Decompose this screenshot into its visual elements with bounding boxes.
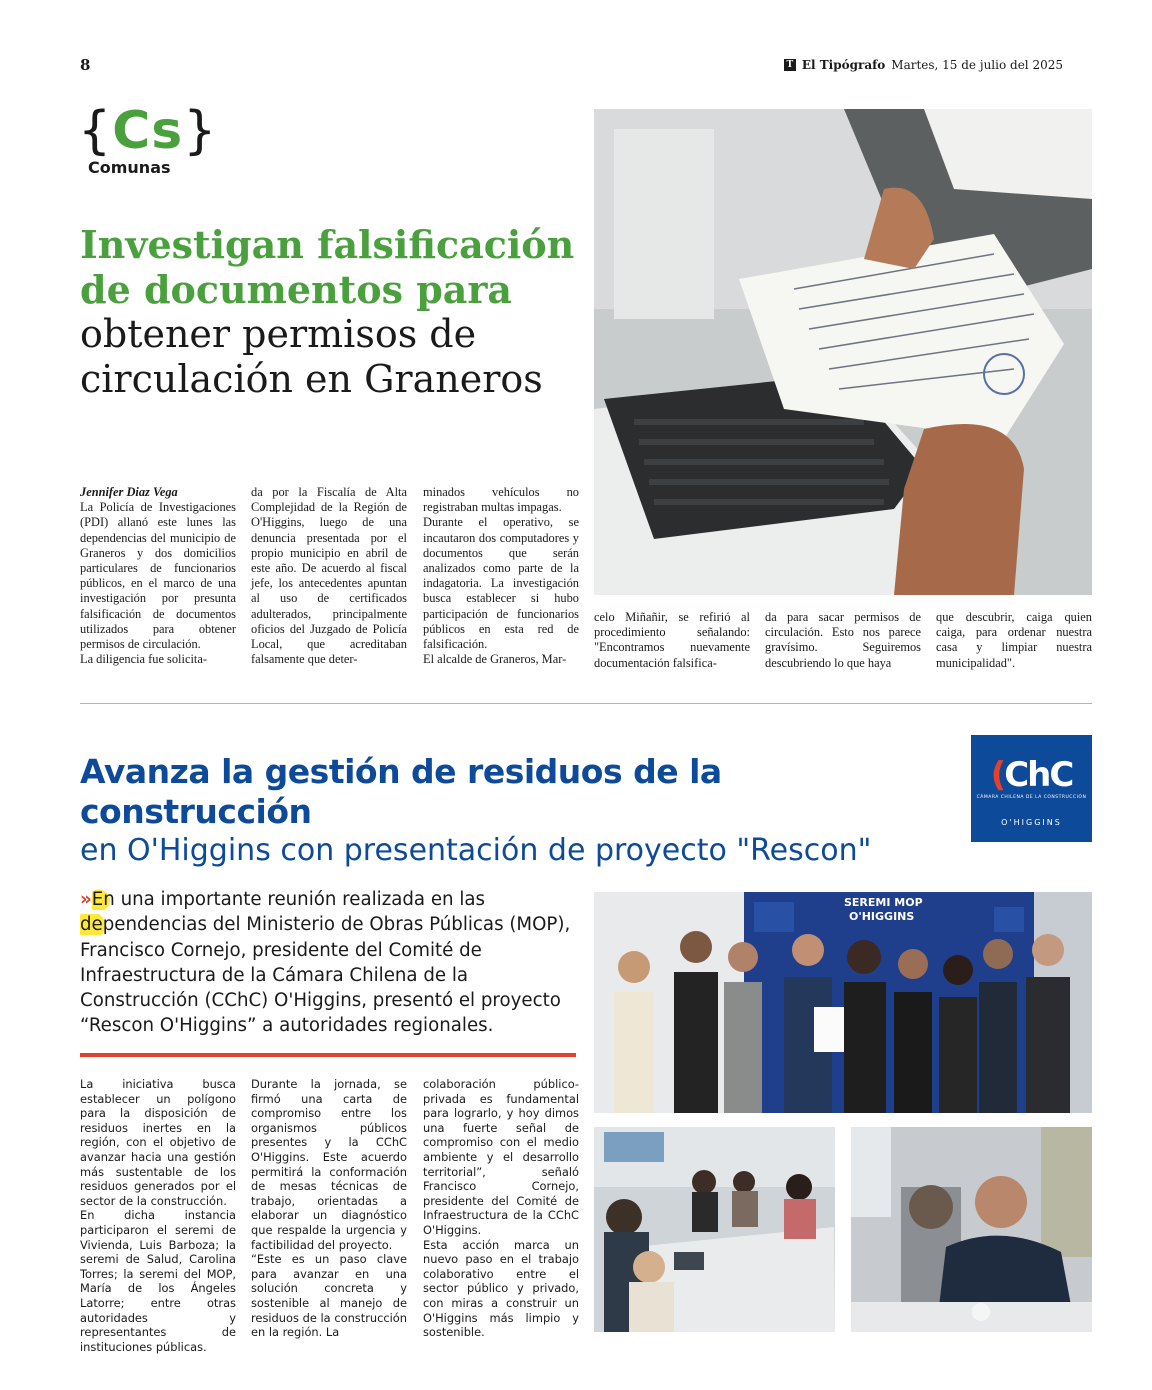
article2-column-3: colaboración público-privada es fundamental para lograrlo, y hoy dimos una fuerte señal de compromiso con el medio ambiente y el desarrollo territorial”, señaló Francisco Cornejo, presidente del Comité de Infraestructura de la CChC O'Higgins. Esta acción marca un nuevo paso en el trabajo colaborativo entre el sector público y privado, con miras a construir un O'Higgins más limpio y sostenible. [423, 1077, 579, 1340]
article2-meeting-photo-2 [851, 1127, 1092, 1332]
article1-column-5: da para sacar permisos de circulación. Esto nos parece gravísimo. Seguiremos descubriendo lo que haya [765, 610, 921, 670]
section-tag [78, 100, 218, 177]
lead-rule [80, 1053, 576, 1057]
article1-byline: Jennifer Diaz Vega [80, 485, 178, 499]
article2-group-photo [594, 892, 1092, 1113]
newspaper-logo-icon: T [784, 59, 796, 71]
article2-lead: »En una importante reunión realizada en las dependencias del Ministerio de Obras Públicas (MOP), Francisco Cornejo, presidente del Comité de Infraestructura de la Cámara Chilena de la Construcción (CChC) O'Higgins, presentó el proyecto “Rescon O'Higgins” a autoridades regionales. [80, 889, 571, 1037]
cchc-region: O'HIGGINS [1001, 818, 1062, 827]
photo-banner-line-2: O'HIGGINS [849, 910, 915, 923]
section-divider [80, 703, 1092, 704]
article1-column-2: da por la Fiscalía de Alta Complejidad de la Región de O'Higgins, luego de una denuncia presentada por el propio municipio en abril de este año. De acuerdo al fiscal jefe, los antecedentes apuntan al uso de certificados adulterados, principalmente oficios del Juzgado de Policía Local, que acreditaban falsamente que deter- [251, 485, 407, 667]
article2-meeting-photo-1 [594, 1127, 835, 1332]
photo-banner-line-1: SEREMI MOP [844, 896, 923, 909]
article1-column-6: que descubrir, caiga quien caiga, para ordenar nuestra casa y limpiar nuestra municipalidad". [936, 610, 1092, 670]
article1-column-4: celo Miñañir, se refirió al procedimiento señalando: "Encontramos nuevamente documentación falsifica- [594, 610, 750, 670]
newspaper-name: El Tipógrafo [801, 58, 886, 72]
article1-column-1: Jennifer Diaz Vega La Policía de Investigaciones (PDI) allanó este lunes las dependencias del municipio de Graneros y dos domicilios particulares de funcionarios públicos, en el marco de una investigación por presunta falsificación de documentos utilizados para obtener permisos de circulación. La diligencia fue solicita- [80, 485, 236, 667]
article2-headline: Avanza la gestión de residuos de la construcción en O'Higgins con presentación de proyecto "Rescon" [80, 752, 872, 868]
section-code: {Cs} [78, 101, 218, 161]
cchc-logo [971, 735, 1092, 842]
article1-photo [594, 109, 1092, 595]
cchc-mark: (ChC [990, 755, 1073, 795]
article2-column-2: Durante la jornada, se firmó una carta de compromiso entre los organismos públicos presentes y la CChC O'Higgins. Este acuerdo permitirá la conformación de mesas técnicas de trabajo, orientadas a elaborar un diagnóstico que respalde la urgencia y factibilidad del proyecto. “Este es un paso clave para avanzar en una solución concreta y sostenible al manejo de residuos de la construcción en la región. La [251, 1077, 407, 1340]
article2-column-1: La iniciativa busca establecer un polígono para la disposición de residuos inertes en la región, con el objetivo de avanzar hacia una gestión más sustentable de los residuos generados por el sector de la construcción. En dicha instancia participaron el seremi de Vivienda, Luis Barboza; la seremi de Salud, Carolina Torres; la seremi del MOP, María de los Ángeles Latorre; entre otras autoridades y representantes de instituciones públicas. [80, 1077, 236, 1354]
page-number: 8 [80, 56, 91, 74]
lead-marker-icon: » [80, 889, 92, 910]
article1-column-3: minados vehículos no registraban multas impagas. Durante el operativo, se incautaron dos computadores y documentos que serán analizados como parte de la indagatoria. La investigación busca establecer si hubo participación de funcionarios públicos en esta red de falsificación. El alcalde de Graneros, Mar- [423, 485, 579, 667]
section-label: Comunas [88, 158, 171, 177]
masthead [784, 58, 1063, 72]
issue-date: Martes, 15 de julio del 2025 [891, 58, 1063, 72]
cchc-subtitle: CÁMARA CHILENA DE LA CONSTRUCCIÓN [976, 795, 1087, 800]
article1-headline: Investigan falsificación de documentos para obtener permisos de circulación en Graneros [80, 222, 575, 401]
